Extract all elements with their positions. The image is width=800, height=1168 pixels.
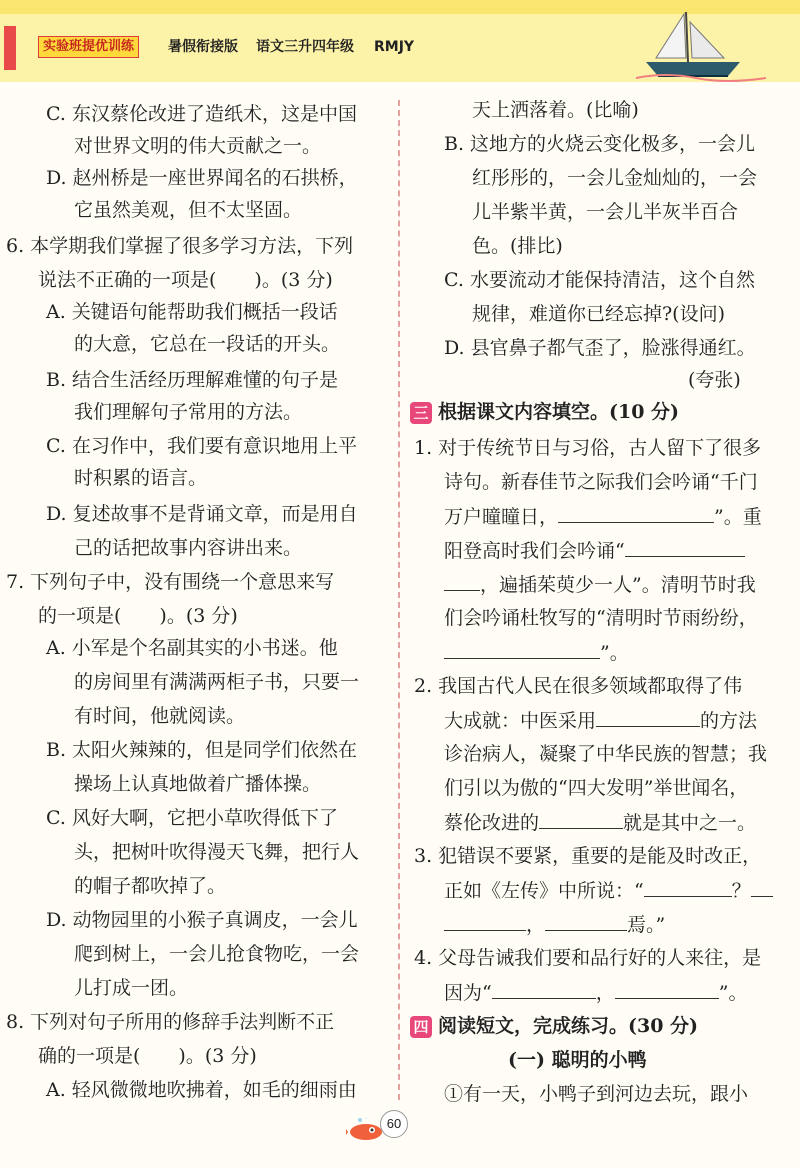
left-text-line: A. 关键语句能帮助我们概括一段话 xyxy=(46,301,338,323)
q3-blank-3[interactable] xyxy=(545,910,627,931)
left-text-line: 爬到树上，一会儿抢食物吃，一会 xyxy=(74,943,360,965)
q1-blank-2[interactable] xyxy=(625,536,745,557)
left-text-line: 操场上认真地做着广播体操。 xyxy=(74,773,322,795)
q4-blank-1[interactable] xyxy=(492,978,596,999)
right-text-line: C. 水要流动才能保持清洁，这个自然 xyxy=(444,269,755,291)
q1-line-3 xyxy=(444,502,762,530)
left-text-line: 对世界文明的伟大贡献之一。 xyxy=(74,135,322,157)
q1-blank-2b[interactable] xyxy=(444,570,480,591)
q2-blank-2[interactable] xyxy=(539,808,623,829)
right-text-line: 红彤彤的，一会儿金灿灿的，一会 xyxy=(472,167,758,189)
q2-line-5 xyxy=(444,808,756,836)
q1-line-6: 们会吟诵杜牧写的“清明时节雨纷纷， xyxy=(444,607,758,629)
left-text-line: 己的话把故事内容讲出来。 xyxy=(74,537,303,559)
q4-line-1: 4. 父母告诫我们要和品行好的人来往，是 xyxy=(414,947,762,969)
q2-line-4: 们引以为傲的“四大发明”举世闻名， xyxy=(444,777,749,799)
left-text-line: C. 东汉蔡伦改进了造纸术，这是中国 xyxy=(46,103,357,125)
q1-line-4 xyxy=(444,536,745,564)
left-text-line: D. 复述故事不是背诵文章，而是用自 xyxy=(46,503,358,525)
left-text-line: C. 风好大啊，它把小草吹得低下了 xyxy=(46,807,338,829)
section-number-icon: 三 xyxy=(410,402,432,424)
left-text-line: 7. 下列句子中，没有围绕一个意思来写 xyxy=(6,571,335,593)
left-text-line: 的大意，它总在一段话的开头。 xyxy=(74,333,341,355)
page-footer xyxy=(344,1100,424,1150)
right-text-line: 天上洒落着。(比喻) xyxy=(472,99,639,121)
section-3-title: 根据课文内容填空。(10 分) xyxy=(438,401,680,423)
edition-label: 暑假衔接版 xyxy=(168,39,238,55)
q3-line-3 xyxy=(444,910,665,938)
q3-blank-1[interactable] xyxy=(644,876,732,897)
section-4-title: 阅读短文，完成练习。(30 分) xyxy=(438,1015,699,1037)
q3-line-2 xyxy=(444,876,773,904)
right-text-line: 色。(排比) xyxy=(472,235,563,257)
q2-line-5-text: 蔡伦改进的 xyxy=(444,812,540,834)
right-text-line: 规律，难道你已经忘掉?(设问) xyxy=(472,303,726,325)
q1-line-3-end: ”。重 xyxy=(714,506,762,528)
passage-line-1: ①有一天，小鸭子到河边去玩，跟小 xyxy=(444,1083,749,1105)
code-label: RMJY xyxy=(374,39,415,55)
q4-blank-2[interactable] xyxy=(615,978,719,999)
q1-line-3-text: 万户曈曈日， xyxy=(444,506,559,528)
q4-comma: ， xyxy=(595,982,615,1004)
q1-line-4-text: 阳登高时我们会吟诵“ xyxy=(444,540,625,562)
subject-label: 语文三升四年级 xyxy=(256,39,354,55)
q3-line-1: 3. 犯错误不要紧，重要的是能及时改正， xyxy=(414,845,762,867)
left-text-line: B. 太阳火辣辣的，但是同学们依然在 xyxy=(46,739,358,761)
q3-line-3-end: 焉。” xyxy=(627,914,666,936)
right-text-line: 儿半紫半黄，一会儿半灰半百合 xyxy=(472,201,739,223)
left-text-line: 的一项是( )。(3 分) xyxy=(38,605,238,627)
left-text-line: 6. 本学期我们掌握了很多学习方法，下列 xyxy=(6,235,354,257)
q2-line-1: 2. 我国古代人民在很多领域都取得了伟 xyxy=(414,675,743,697)
left-text-line: 有时间，他就阅读。 xyxy=(74,705,246,727)
left-text-line: A. 轻风微微地吹拂着，如毛的细雨由 xyxy=(46,1079,357,1101)
right-text-line: D. 县官鼻子都气歪了，脸涨得通红。 xyxy=(444,337,756,359)
left-text-line: D. 动物园里的小猴子真调皮，一会儿 xyxy=(46,909,358,931)
left-text-line: 儿打成一团。 xyxy=(74,977,189,999)
passage-title: (一) 聪明的小鸭 xyxy=(508,1049,647,1071)
left-text-line: B. 结合生活经历理解难懂的句子是 xyxy=(46,369,339,391)
left-text-line: 头，把树叶吹得漫天飞舞，把行人 xyxy=(74,841,360,863)
left-text-line: C. 在习作中，我们要有意识地用上平 xyxy=(46,435,357,457)
q1-blank-1[interactable] xyxy=(558,502,714,523)
q3-blank-2a[interactable] xyxy=(751,876,773,897)
page-number: 60 xyxy=(380,1110,408,1138)
section-number-icon: 四 xyxy=(410,1016,432,1038)
section-3-heading xyxy=(410,398,679,426)
left-text-line: 的帽子都吹掉了。 xyxy=(74,875,227,897)
left-text-line: 8. 下列对句子所用的修辞手法判断不正 xyxy=(6,1011,335,1033)
q2-line-2-text: 大成就：中医采用 xyxy=(444,710,597,732)
q1-line-5-text: ，遍插茱萸少一人”。清明节时我 xyxy=(480,574,756,596)
left-text-line: 它虽然美观，但不太坚固。 xyxy=(74,199,303,221)
q2-line-2 xyxy=(444,706,757,734)
q1-line-7 xyxy=(444,638,629,666)
q4-line-2-end: ”。 xyxy=(718,982,748,1004)
right-text-line: (夸张) xyxy=(688,369,741,391)
q1-line-2: 诗句。新春佳节之际我们会吟诵“千门 xyxy=(444,471,758,493)
left-text-line: 的房间里有满满两柜子书，只要一 xyxy=(74,671,360,693)
q1-line-1: 1. 对于传统节日与习俗，古人留下了很多 xyxy=(414,437,762,459)
q2-line-5-end: 就是其中之一。 xyxy=(623,812,757,834)
q2-line-2-end: 的方法 xyxy=(700,710,758,732)
q4-line-2 xyxy=(444,978,747,1006)
left-text-line: 确的一项是( )。(3 分) xyxy=(38,1045,257,1067)
q2-blank-1[interactable] xyxy=(596,706,700,727)
series-badge: 实验班提优训练 xyxy=(38,36,139,58)
q2-line-3: 诊治病人，凝聚了中华民族的智慧；我 xyxy=(444,743,768,765)
q1-line-7-end: ”。 xyxy=(600,642,629,664)
left-text-line: A. 小军是个名副其实的小书迷。他 xyxy=(46,637,338,659)
left-text-line: D. 赵州桥是一座世界闻名的石拱桥， xyxy=(46,167,358,189)
q3-comma: ， xyxy=(526,914,546,936)
section-4-heading xyxy=(410,1012,698,1040)
left-text-line: 说法不正确的一项是( )。(3 分) xyxy=(38,269,333,291)
q1-blank-3[interactable] xyxy=(444,638,600,659)
left-text-line: 我们理解句子常用的方法。 xyxy=(74,401,303,423)
q4-line-2-text: 因为“ xyxy=(444,982,492,1004)
q1-line-5 xyxy=(444,570,756,598)
right-text-line: B. 这地方的火烧云变化极多，一会儿 xyxy=(444,133,756,155)
left-text-line: 时积累的语言。 xyxy=(74,467,208,489)
q3-question-mark: ？ xyxy=(731,880,751,902)
q3-line-2-text: 正如《左传》中所说：“ xyxy=(444,880,644,902)
q3-blank-2b[interactable] xyxy=(444,910,526,931)
